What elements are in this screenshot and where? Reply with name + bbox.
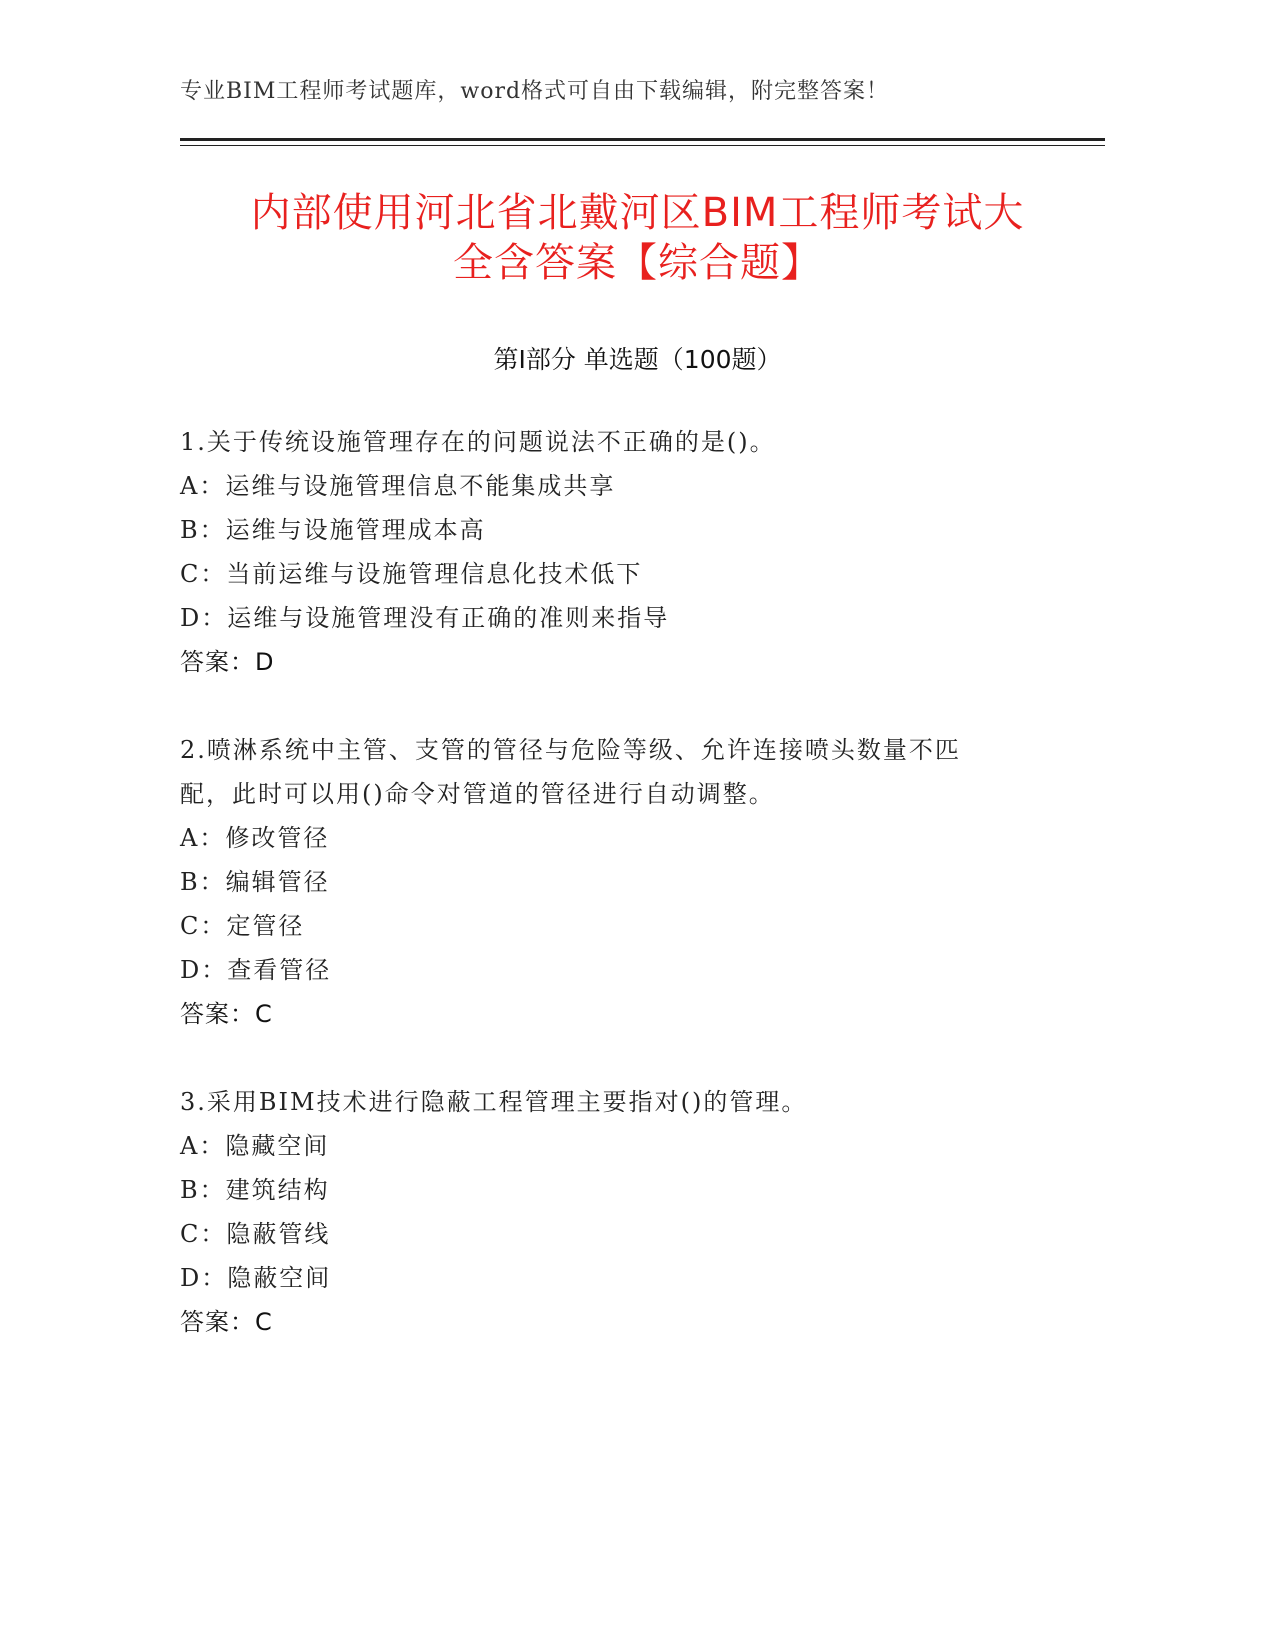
answer: 答案：C xyxy=(180,1308,273,1336)
option-c: C：隐蔽管线 xyxy=(180,1220,331,1248)
header-note: 专业BIM工程师考试题库，word格式可自由下载编辑，附完整答案！ xyxy=(180,79,890,104)
answer: 答案：C xyxy=(180,1000,273,1028)
section-heading: 第Ⅰ部分 单选题（100题） xyxy=(493,345,782,374)
question-stem: 1.关于传统设施管理存在的问题说法不正确的是()。 xyxy=(180,428,776,456)
question-list xyxy=(180,420,1100,1388)
option-b: B：运维与设施管理成本高 xyxy=(180,516,486,544)
option-b: B：编辑管径 xyxy=(180,868,330,896)
document-title xyxy=(150,188,1125,288)
answer: 答案：D xyxy=(180,648,275,676)
option-c: C：当前运维与设施管理信息化技术低下 xyxy=(180,560,643,588)
option-c: C：定管径 xyxy=(180,912,305,940)
question-3 xyxy=(180,1080,1100,1344)
option-d: D：隐蔽空间 xyxy=(180,1264,332,1292)
question-stem: 2.喷淋系统中主管、支管的管径与危险等级、允许连接喷头数量不匹 xyxy=(180,736,961,764)
option-d: D：运维与设施管理没有正确的准则来指导 xyxy=(180,604,670,632)
option-b: B：建筑结构 xyxy=(180,1176,330,1204)
option-a: A：隐藏空间 xyxy=(180,1132,330,1160)
title-line-1: 内部使用河北省北戴河区BIM工程师考试大 xyxy=(250,190,1025,236)
header-rule-thick xyxy=(180,138,1105,141)
question-2 xyxy=(180,728,1100,1036)
question-1 xyxy=(180,420,1100,684)
question-stem: 3.采用BIM技术进行隐蔽工程管理主要指对()的管理。 xyxy=(180,1088,808,1116)
title-line-2: 全含答案【综合题】 xyxy=(453,240,822,286)
option-a: A：运维与设施管理信息不能集成共享 xyxy=(180,472,616,500)
option-d: D：查看管径 xyxy=(180,956,332,984)
question-stem-continued: 配，此时可以用()命令对管道的管径进行自动调整。 xyxy=(180,780,775,808)
option-a: A：修改管径 xyxy=(180,824,330,852)
header-rule-thin xyxy=(180,145,1105,146)
